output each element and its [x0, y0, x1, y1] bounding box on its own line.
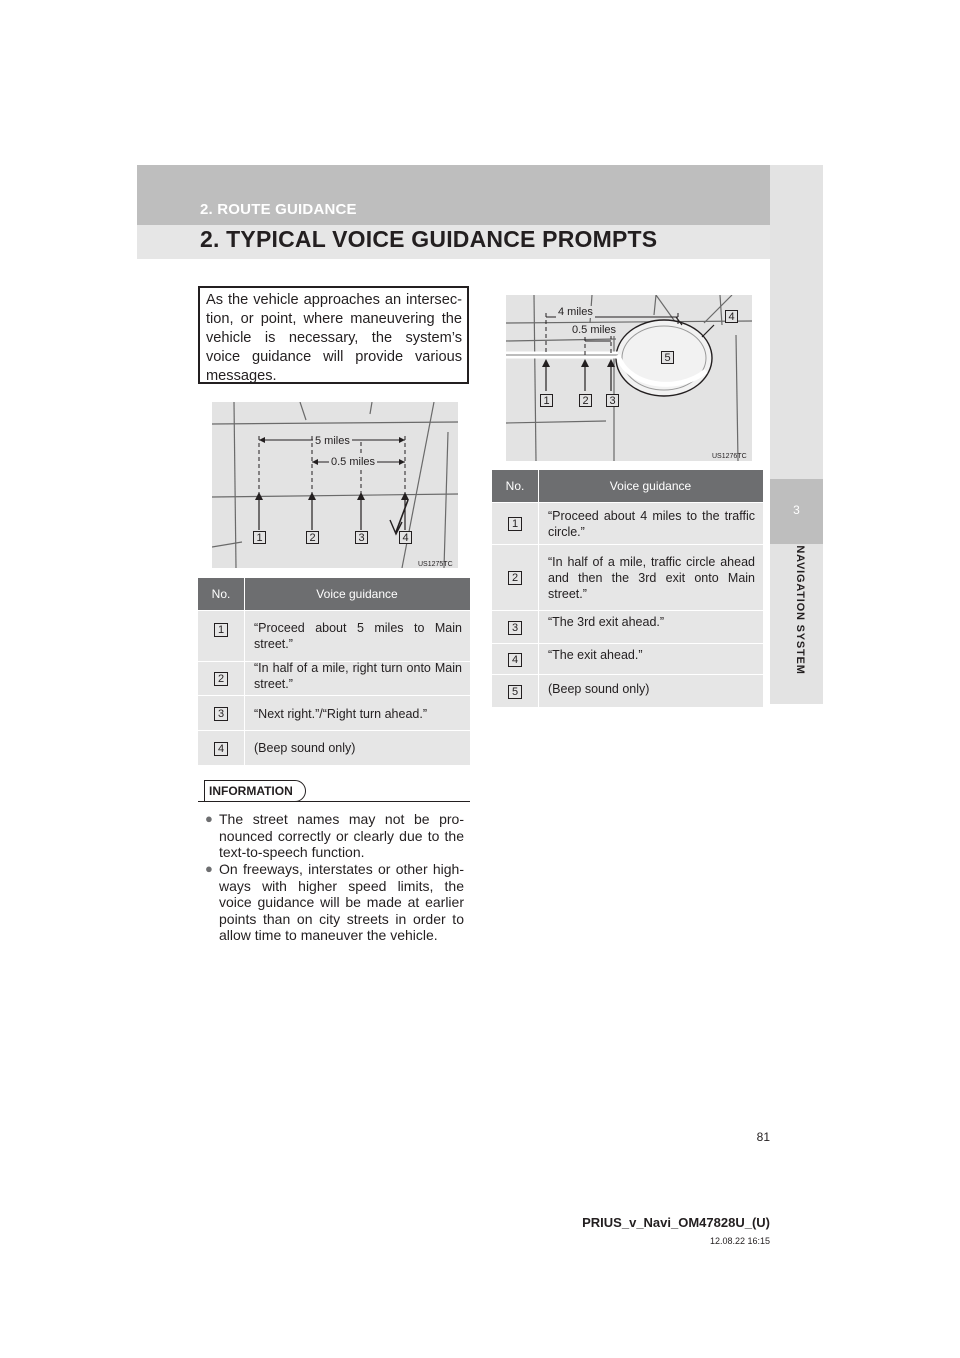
row-number: 1: [214, 623, 228, 637]
page-number: 81: [756, 1130, 770, 1144]
side-tab-strip: [770, 165, 823, 479]
figure-marker: 1: [253, 531, 266, 544]
figure-marker: 5: [661, 351, 674, 364]
row-number: 3: [508, 621, 522, 635]
document-id: PRIUS_v_Navi_OM47828U_(U): [582, 1215, 770, 1230]
table-row: [198, 730, 470, 765]
row-number: 2: [214, 672, 228, 686]
table-header: [198, 578, 470, 610]
row-text: “Proceed about 5 miles to Main street.”: [254, 621, 462, 651]
page-title: 2. TYPICAL VOICE GUIDANCE PROMPTS: [200, 226, 658, 252]
row-number: 2: [508, 571, 522, 585]
column-header-guidance: Voice guidance: [316, 587, 398, 601]
traffic-circle-illustration: [506, 295, 752, 461]
figure-code: US1275TC: [418, 561, 453, 568]
distance-label-far: 5 miles: [315, 435, 350, 447]
figure-code: US1276TC: [712, 453, 747, 460]
information-label: INFORMATION: [204, 780, 306, 802]
row-text: “In half of a mile, traffic circle ahead and then the 3rd exit onto Main street.”: [548, 555, 755, 601]
chapter-label: NAVIGATION SYSTEM: [794, 545, 806, 675]
table-header: [492, 470, 763, 502]
figure-marker: 2: [579, 394, 592, 407]
figure-straight-road: [212, 402, 458, 568]
print-timestamp: 12.08.22 16:15: [709, 1236, 770, 1246]
row-text: (Beep sound only): [254, 741, 356, 755]
voice-guidance-table-straight: [198, 578, 470, 765]
figure-marker: 3: [606, 394, 619, 407]
column-header-no: No.: [211, 587, 231, 601]
table-row: [492, 610, 763, 643]
distance-label-near: 0.5 miles: [572, 324, 617, 336]
information-bullet: [205, 861, 463, 945]
row-number: 3: [214, 707, 228, 721]
row-text: “The exit ahead.”: [548, 648, 643, 662]
bullet-dot-icon: ●: [205, 861, 213, 876]
row-text: (Beep sound only): [548, 682, 650, 696]
figure-marker: 4: [725, 310, 738, 323]
figure-marker: 2: [306, 531, 319, 544]
column-header-guidance: Voice guidance: [609, 479, 692, 493]
table-row: [198, 661, 470, 695]
figure-marker: 4: [399, 531, 412, 544]
row-text: “In half of a mile, right turn onto Main street.”: [254, 661, 462, 691]
figure-traffic-circle: [506, 295, 752, 461]
information-divider: [198, 801, 470, 802]
row-text: “The 3rd exit ahead.”: [548, 615, 665, 629]
voice-guidance-table-traffic-circle: [492, 470, 763, 707]
bullet-text: The street names may not be pro-nounced correctly or clearly due to the text-to-speech function.: [219, 811, 464, 860]
column-header-no: No.: [505, 479, 525, 493]
intro-box: As the vehicle approaches an intersec-tion, or point, where maneuvering the vehicle is necessary, the system’s voice guidance will provide various messages.: [198, 286, 469, 384]
bullet-dot-icon: ●: [205, 811, 213, 826]
row-text: “Proceed about 4 miles to the traffic circle.”: [548, 509, 755, 539]
row-number: 1: [508, 517, 522, 531]
table-row: [492, 643, 763, 674]
row-number: 4: [508, 653, 522, 667]
section-title: 2. ROUTE GUIDANCE: [200, 201, 357, 218]
bullet-text: On freeways, interstates or other high-ways with higher speed limits, the voice guidance will be made at earlier points than on city streets in order to allow time to maneuver the vehicle.: [219, 861, 464, 943]
figure-marker: 1: [540, 394, 553, 407]
row-number: 4: [214, 742, 228, 756]
road-map-illustration: [212, 402, 458, 568]
figure-marker: 3: [355, 531, 368, 544]
distance-label-far: 4 miles: [558, 306, 593, 318]
row-number: 5: [508, 685, 522, 699]
distance-label-near: 0.5 miles: [331, 456, 376, 468]
chapter-number: 3: [793, 503, 800, 517]
information-bullet: [205, 811, 463, 861]
table-row: [492, 674, 763, 707]
row-text: “Next right.”/“Right turn ahead.”: [254, 707, 427, 721]
table-row: [198, 695, 470, 730]
table-row: [492, 544, 763, 610]
table-row: [492, 502, 763, 544]
table-row: [198, 610, 470, 661]
